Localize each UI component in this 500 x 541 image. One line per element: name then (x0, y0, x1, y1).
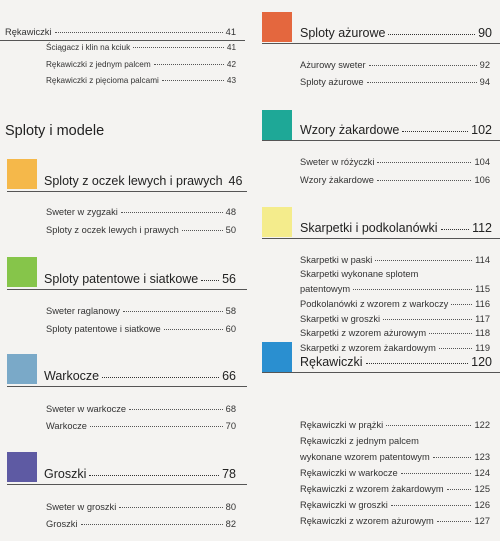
section-title: Skarpetki i podkolanówki (300, 221, 438, 235)
toc-item-title: Skarpetki w groszki (300, 314, 381, 324)
toc-item-page: 119 (475, 343, 490, 353)
toc-item-title: Sweter w warkocze (46, 404, 127, 414)
leader-dots (386, 425, 471, 426)
toc-item-first-line: Skarpetki wykonane splotem (300, 269, 419, 279)
leader-dots (164, 329, 223, 330)
toc-subentry-page: 41 (226, 43, 236, 52)
toc-item-page: 80 (225, 502, 236, 512)
toc-item-page: 126 (474, 500, 490, 510)
toc-item-page: 48 (225, 207, 236, 217)
leader-dots (353, 289, 472, 290)
toc-subentry-title: Ściągacz i klin na kciuk (46, 43, 131, 52)
toc-item-title: Sweter w zygzaki (46, 207, 118, 217)
toc-item (46, 324, 236, 334)
toc-entry-page: 41 (225, 27, 236, 37)
leader-dots (201, 280, 219, 281)
toc-item (300, 255, 490, 265)
leader-dots (375, 260, 472, 261)
section-title: Rękawiczki (300, 355, 363, 369)
section-rule (7, 386, 247, 387)
section-title: Warkocze (44, 369, 100, 383)
toc-item-title: Skarpetki w paski (300, 255, 373, 265)
toc-item (300, 500, 490, 510)
toc-item-title: Ażurowy sweter (300, 60, 366, 70)
section-color-square (262, 110, 292, 140)
toc-item-page: 117 (475, 314, 490, 324)
toc-item-first-line: Rękawiczki z jednym palcem (300, 436, 419, 446)
toc-item (300, 343, 490, 353)
toc-item-title: Skarpetki z wzorem żakardowym (300, 343, 436, 353)
leader-dots (377, 162, 471, 163)
toc-item-title: Rękawiczki w warkocze (300, 468, 398, 478)
toc-item (46, 502, 236, 512)
section-header (300, 26, 492, 40)
leader-dots (133, 47, 224, 48)
toc-item-page: 58 (225, 306, 236, 316)
toc-item-page: 94 (479, 77, 490, 87)
toc-item (300, 452, 490, 462)
toc-item-page: 114 (475, 255, 490, 265)
toc-item-title: Sweter w groszki (46, 502, 117, 512)
section-rule (7, 484, 247, 485)
section-page: 66 (222, 369, 236, 383)
toc-item-title: Sploty ażurowe (300, 77, 364, 87)
toc-item-title: wykonane wzorem patentowym (300, 452, 430, 462)
leader-dots (377, 180, 472, 181)
section-page: 102 (471, 123, 492, 137)
toc-item (46, 225, 236, 235)
section-header (44, 369, 236, 383)
toc-item (300, 175, 490, 185)
toc-item-title: patentowym (300, 284, 351, 294)
toc-item (300, 468, 490, 478)
section-color-square (7, 257, 37, 287)
section-rule (262, 238, 500, 239)
section-title: Groszki (44, 467, 87, 481)
toc-item-page: 70 (225, 421, 236, 431)
section-color-square (7, 159, 37, 189)
section-color-square (262, 207, 292, 237)
leader-dots (439, 348, 472, 349)
toc-item (300, 420, 490, 430)
toc-item-title: Wzory żakardowe (300, 175, 374, 185)
leader-dots (119, 507, 222, 508)
toc-item (46, 519, 236, 529)
toc-item-page: 68 (225, 404, 236, 414)
leader-dots (154, 64, 224, 65)
toc-item (46, 306, 236, 316)
toc-item-title: Sploty z oczek lewych i prawych (46, 225, 179, 235)
toc-item-title: Skarpetki z wzorem ażurowym (300, 328, 427, 338)
toc-item-page: 116 (475, 299, 490, 309)
toc-item (46, 421, 236, 431)
leader-dots (123, 311, 223, 312)
leader-dots (121, 212, 223, 213)
leader-dots (437, 521, 472, 522)
toc-item-page: 123 (474, 452, 490, 462)
section-color-square (7, 354, 37, 384)
toc-entry-title: Rękawiczki (5, 27, 52, 37)
leader-dots (55, 32, 223, 33)
leader-dots (447, 489, 472, 490)
part-title: Sploty i modele (5, 123, 105, 139)
toc-item-title: Rękawiczki z wzorem żakardowym (300, 484, 444, 494)
leader-dots (391, 505, 472, 506)
toc-subentry-page: 42 (226, 60, 236, 69)
toc-item-page: 115 (475, 284, 490, 294)
toc-item-title: Groszki (46, 519, 78, 529)
section-title: Sploty ażurowe (300, 26, 386, 40)
section-title: Wzory żakardowe (300, 123, 400, 137)
section-color-square (262, 12, 292, 42)
toc-item (300, 157, 490, 167)
section-header (300, 123, 492, 137)
toc-item (300, 314, 490, 324)
section-rule (7, 289, 247, 290)
toc-item-page: 60 (225, 324, 236, 334)
toc-item (300, 77, 490, 87)
leader-dots (401, 473, 472, 474)
leader-dots (383, 319, 472, 320)
toc-item-page: 106 (474, 175, 490, 185)
toc-subentry-page: 43 (226, 76, 236, 85)
toc-item (300, 484, 490, 494)
toc-item-title: Rękawiczki w groszki (300, 500, 388, 510)
leader-dots (451, 304, 472, 305)
toc-subentry-title: Rękawiczki z jednym palcem (46, 60, 151, 69)
toc-item-page: 125 (474, 484, 490, 494)
section-rule (262, 140, 500, 141)
leader-dots (433, 457, 472, 458)
toc-item-page: 124 (474, 468, 490, 478)
section-header (44, 174, 243, 188)
toc-subentry (46, 60, 236, 69)
toc-item (300, 284, 490, 294)
leader-dots (402, 131, 468, 132)
section-rule (7, 191, 247, 192)
toc-item (300, 328, 490, 338)
section-rule (262, 372, 500, 373)
section-color-square (262, 342, 292, 372)
toc-item-page: 82 (225, 519, 236, 529)
leader-dots (129, 409, 223, 410)
toc-item-title: Rękawiczki z wzorem ażurowym (300, 516, 434, 526)
toc-item-title: Sploty patentowe i siatkowe (46, 324, 161, 334)
toc-subentry (46, 43, 236, 52)
toc-subentry (46, 76, 236, 85)
section-page: 78 (222, 467, 236, 481)
leader-dots (90, 426, 223, 427)
toc-item-page: 50 (225, 225, 236, 235)
toc-item-title: Warkocze (46, 421, 87, 431)
leader-dots (366, 363, 469, 364)
section-header (300, 221, 492, 235)
leader-dots (89, 475, 219, 476)
toc-item (46, 404, 236, 414)
toc-item-title: Rękawiczki w prążki (300, 420, 384, 430)
section-title: Sploty patentowe i siatkowe (44, 272, 199, 286)
toc-entry-rekawiczki (5, 27, 236, 37)
section-rule (262, 43, 500, 44)
section-header (44, 272, 236, 286)
toc-item-page: 127 (474, 516, 490, 526)
leader-dots (369, 65, 477, 66)
section-color-square (7, 452, 37, 482)
leader-dots (441, 229, 469, 230)
section-page: 120 (471, 355, 492, 369)
toc-item-title: Sweter raglanowy (46, 306, 120, 316)
toc-item-title: Podkolanówki z wzorem z warkoczy (300, 299, 449, 309)
toc-subentry-title: Rękawiczki z pięcioma palcami (46, 76, 159, 85)
section-header (44, 467, 236, 481)
section-page: 46 (228, 174, 243, 188)
section-page: 90 (478, 26, 492, 40)
leader-dots (102, 377, 219, 378)
toc-item (300, 516, 490, 526)
toc-item-page: 118 (475, 328, 490, 338)
section-page: 56 (222, 272, 236, 286)
section-header (300, 355, 492, 369)
toc-item (300, 60, 490, 70)
leader-dots (81, 524, 223, 525)
section-title: Sploty z oczek lewych i prawych (44, 174, 223, 188)
toc-item (300, 299, 490, 309)
toc-item-page: 104 (474, 157, 490, 167)
leader-dots (367, 82, 477, 83)
toc-item (46, 207, 236, 217)
section-page: 112 (472, 221, 492, 235)
toc-item-title: Sweter w różyczki (300, 157, 375, 167)
toc-item-page: 92 (479, 60, 490, 70)
leader-dots (429, 333, 472, 334)
leader-dots (388, 34, 475, 35)
top-rule (0, 40, 245, 41)
leader-dots (162, 80, 224, 81)
toc-item-page: 122 (474, 420, 490, 430)
leader-dots (182, 230, 223, 231)
